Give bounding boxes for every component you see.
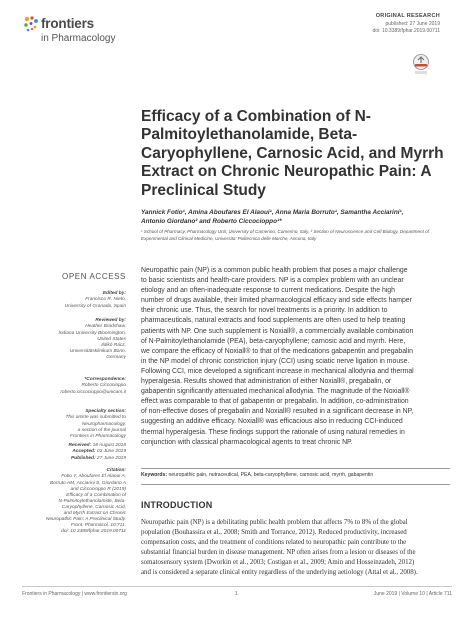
reviewer-line: Germany [106, 354, 126, 360]
citation-line: and Myrrh Extract on Chronic [63, 510, 126, 516]
citation-line: N-Palmitoylethanolamide, Beta- [58, 498, 126, 504]
intro-line: and is considered a separate clinical entity regardless of the underlying aetiology (Attal et al., 2008). [141, 569, 418, 576]
editor-line: Francisco R. Nieto, [85, 297, 126, 303]
article-type: ORIGINAL RESEARCH [375, 13, 440, 19]
specialty-section-block [22, 409, 126, 440]
correspondence-name: Roberto Ciccocioppo [81, 383, 126, 389]
abstract-line: Neuropathic pain (NP) is a common public health problem that poses a major challenge [141, 267, 408, 274]
abstract-line: Following CCI, mice developed a significant increase in mechanical allodynia and thermal [141, 367, 414, 375]
abstract-line: of non-effective doses of pregabalin and Noxiall® resulted in a significant decrease in NP, [141, 408, 414, 416]
frontiers-logo-icon [22, 15, 40, 33]
citation-label: Citation: [106, 468, 126, 473]
footer-divider [22, 586, 452, 587]
logo-text-brand: frontiers [41, 16, 94, 31]
keywords-list: neuropathic pain, nutraceutical, PEA, beta-caryophyllene, carnosic acid, myrrh, gabapentin [168, 472, 374, 478]
citation-line: Front. Pharmacol. 10:711. [70, 523, 126, 529]
abstract-line: their chronic use. Thus, the search for novel treatments is a priority. In addition to [141, 307, 388, 315]
citation-doi-link[interactable]: doi: 10.3389/fphar.2019.00711 [61, 529, 126, 535]
specialty-line: a section of the journal [77, 427, 126, 433]
abstract-line: number of drugs available, their limited pharmacological efficacy and side effects hamper [141, 297, 412, 305]
correspondence-label: *Correspondence: [84, 377, 126, 382]
edited-by-block [22, 291, 126, 310]
reviewed-by-label: Reviewed by: [95, 318, 126, 323]
abstract-line: gabapentin significantly attenuated mechanical allodynia. The magnitude of the Noxiall® [141, 388, 410, 396]
author-list [141, 208, 451, 226]
citation-line: Borruto AM, Acciarini S, Giordano A [50, 480, 126, 486]
correspondence-email-link[interactable]: roberto.ciccocioppo@unicam.it [60, 389, 126, 395]
citation-line: Caryophyllene, Carnosic Acid, [61, 504, 126, 510]
abstract-line: suggesting an additive efficacy. Noxiall® was efficacious also in reducing CCI-induced [141, 418, 403, 426]
citation-line: Fotio Y, Aboufares El Alaoui A, [61, 474, 126, 480]
introduction-heading: INTRODUCTION [141, 500, 213, 510]
reviewer-line: Universitätsklinikum Bonn, [69, 348, 126, 354]
article-title: Efficacy of a Combination of N-Palmitoylethanolamide, Beta-Caryophyllene, Carnosic Acid, and Myrrh Extract on Chronic Neuropathic Pain: A Preclinical Study [141, 108, 444, 199]
keywords-divider-bottom [141, 484, 450, 485]
author-line-2: Antonio Giordano² and Roberto Ciccocioppo¹* [141, 218, 282, 226]
reviewer-line: United States [97, 336, 126, 342]
author-line-1: Yannick Fotio¹, Amina Aboufares El Alaoui¹, Anna Maria Borruto¹, Samantha Acciarini¹, [141, 209, 404, 216]
citation-block [22, 468, 126, 535]
intro-line: substantial financial burden in disease management. NP often arises from a lesion or diseases of the [141, 549, 416, 556]
open-access-label: OPEN ACCESS [62, 272, 126, 281]
reviewer-line: Ildikó Rácz, [101, 342, 126, 348]
abstract-line: effect was comparable to that of gabapentin or pregabalin. In addition, co-administration [141, 398, 409, 406]
footer-issue: June 2019 | Volume 10 | Article 711 [373, 591, 452, 597]
edited-by-label: Edited by: [102, 291, 126, 296]
dates-block [22, 443, 126, 462]
intro-line: population (Bouhassira et al., 2008; Smith and Torrance, 2012). Reduced productivity, increased [141, 529, 407, 536]
footer-page-number: 1 [235, 591, 238, 597]
abstract-line: etiology and an often-inadequate response to current medications. Despite the high [141, 287, 395, 295]
abstract [141, 266, 450, 448]
received-date: Received: 18 August 2018 [68, 443, 126, 448]
citation-line: and Ciccocioppo R (2019) [70, 486, 126, 492]
intro-line: somatosensory system (Dworkin et al., 2003; Costigan et al., 2009; Amin and Hosseinzadeh, 2012) [141, 559, 415, 566]
abstract-line: of N-Palmitoylethanolamide (PEA), beta-caryophyllene; carnosic acid and myrrh. Here, [141, 337, 406, 345]
reviewer-line: Heather Bradshaw, [85, 324, 126, 330]
reviewer-line: Indiana University Bloomington, [58, 330, 126, 336]
citation-line: Efficacy of a Combination of [66, 492, 126, 498]
published-date-side: Published: 27 June 2019 [71, 455, 126, 461]
editor-line: University of Granada, Spain [64, 303, 126, 309]
published-date: published: 27 June 2019 [385, 21, 440, 27]
abstract-line: hyperalgesia. Results showed that administration of either Noxiall®, pregabalin, or [141, 378, 392, 386]
specialty-label: Specialty section: [85, 409, 126, 414]
check-for-updates-icon[interactable] [412, 54, 430, 76]
abstract-line: patients with NP. One such supplement is Noxiall®, a commercially available combination [141, 327, 414, 335]
keywords-label: Keywords: [141, 472, 168, 478]
intro-line: Neuropathic pain (NP) is a debilitating public health problem that affects 7% to 8% of the global [141, 519, 408, 526]
citation-line: Neuropathic Pain: A Preclinical Study. [45, 517, 126, 523]
keywords [141, 472, 450, 479]
abstract-line: we compare the efficacy of Noxiall® to that of the medications gabapentin and pregabalin [141, 347, 413, 355]
abstract-line: thermal hyperalgesia. These findings support the rationale of using natural remedies in [141, 428, 405, 436]
logo-text-journal: in Pharmacology [41, 33, 116, 44]
accepted-date: Accepted: 03 June 2019 [72, 449, 126, 455]
keywords-divider-top [141, 468, 450, 469]
specialty-line: Frontiers in Pharmacology [70, 433, 126, 439]
affiliations: ¹ School of Pharmacy, Pharmacology Unit, University of Camerino, Camerino, Italy, ² Section of Neuroscience and Cell Biology, Department of Experimental and Clinical Medicine, Universita' Politecnica delle Marche, Ancona, Italy [141, 229, 429, 241]
reviewed-by-block [22, 318, 126, 361]
abstract-line: in the NP model of chronic constriction injury (CCI) using sciatic nerve ligation in mouse. [141, 357, 410, 365]
footer-journal-link[interactable]: Frontiers in Pharmacology | www.frontiersin.org [22, 591, 127, 597]
journal-logo[interactable] [22, 11, 162, 45]
doi-link[interactable]: doi: 10.3389/fphar.2019.00711 [372, 28, 440, 34]
abstract-line: pharmaceuticals, natural extracts and food supplements are often used to help treating [141, 317, 406, 325]
specialty-line: This article was submitted to [65, 415, 126, 421]
intro-line: compensation costs, and the treatment of conditions related to neuropathic pain contribute to the [141, 539, 407, 546]
introduction-body [141, 518, 450, 578]
abstract-line: to basic scientists and health-care providers. NP is a complex problem with an unclear [141, 277, 404, 285]
abstract-line: conjunction with classical pharmacological agents to treat chronic NP. [141, 438, 353, 446]
correspondence-block [22, 377, 126, 396]
specialty-line: Neuropharmacology, [81, 421, 126, 427]
